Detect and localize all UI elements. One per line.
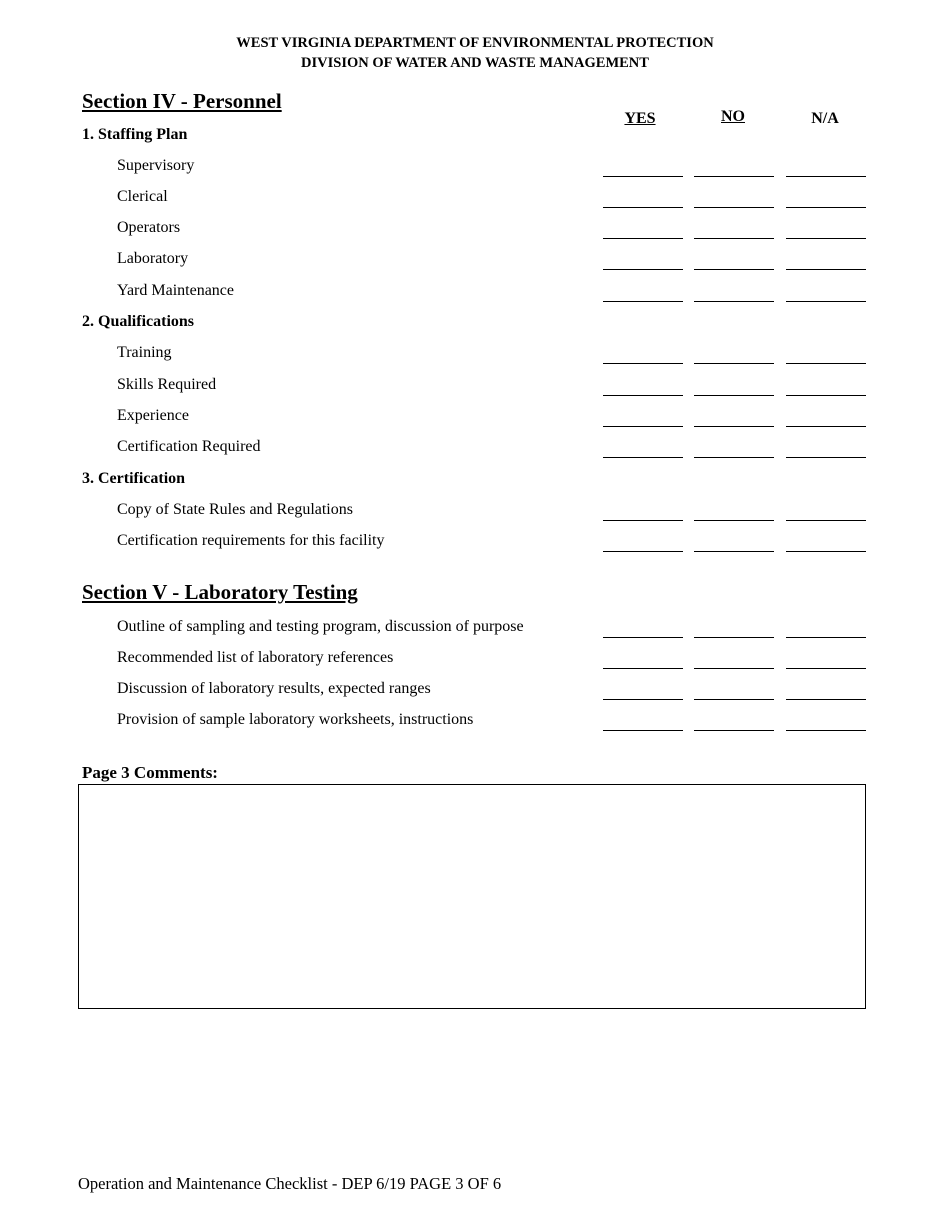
na-answer-line[interactable] [786, 269, 866, 270]
yes-answer-line[interactable] [603, 207, 683, 208]
checklist-row [0, 282, 950, 306]
item-label: Experience [117, 407, 189, 424]
checklist-row [0, 250, 950, 274]
group-heading-row [0, 126, 950, 150]
yes-answer-line[interactable] [603, 395, 683, 396]
group-heading-row [0, 313, 950, 337]
checklist-row [0, 438, 950, 462]
section-iv-title: Section IV - Personnel [82, 89, 282, 113]
no-answer-line[interactable] [694, 395, 774, 396]
yes-answer-line[interactable] [603, 269, 683, 270]
column-no-header: NO [721, 108, 745, 125]
item-label: Recommended list of laboratory references [117, 649, 394, 666]
item-label: Yard Maintenance [117, 282, 235, 299]
na-answer-line[interactable] [786, 551, 866, 552]
item-label: Copy of State Rules and Regulations [117, 501, 353, 518]
item-label: Certification requirements for this facility [117, 532, 385, 549]
checklist-row [0, 532, 950, 556]
comments-textbox[interactable] [78, 784, 866, 1009]
item-label: Laboratory [117, 250, 189, 267]
na-answer-line[interactable] [786, 637, 866, 638]
section-v-title: Section V - Laboratory Testing [82, 580, 358, 604]
na-answer-line[interactable] [786, 730, 866, 731]
column-yes-header: YES [624, 110, 656, 127]
item-label: Clerical [117, 188, 168, 205]
yes-answer-line[interactable] [603, 301, 683, 302]
page-footer: Operation and Maintenance Checklist - DEP 6/19 PAGE 3 OF 6 [78, 1174, 502, 1193]
no-answer-line[interactable] [694, 269, 774, 270]
agency-title: WEST VIRGINIA DEPARTMENT OF ENVIRONMENTAL PROTECTION [236, 35, 714, 51]
item-label: Discussion of laboratory results, expected ranges [117, 680, 431, 697]
yes-answer-line[interactable] [603, 457, 683, 458]
na-answer-line[interactable] [786, 176, 866, 177]
na-answer-line[interactable] [786, 395, 866, 396]
yes-answer-line[interactable] [603, 176, 683, 177]
checklist-row [0, 501, 950, 525]
no-answer-line[interactable] [694, 637, 774, 638]
yes-answer-line[interactable] [603, 730, 683, 731]
checklist-row [0, 618, 950, 642]
yes-answer-line[interactable] [603, 238, 683, 239]
yes-answer-line[interactable] [603, 699, 683, 700]
checklist-row [0, 680, 950, 704]
no-answer-line[interactable] [694, 668, 774, 669]
item-label: Outline of sampling and testing program, discussion of purpose [117, 618, 524, 635]
group-heading-row [0, 470, 950, 494]
checklist-row [0, 376, 950, 400]
staffing-plan-heading: 1. Staffing Plan [82, 126, 188, 143]
certification-heading: 3. Certification [82, 470, 186, 487]
division-title: DIVISION OF WATER AND WASTE MANAGEMENT [301, 55, 649, 71]
na-answer-line[interactable] [786, 301, 866, 302]
no-answer-line[interactable] [694, 176, 774, 177]
na-answer-line[interactable] [786, 457, 866, 458]
no-answer-line[interactable] [694, 699, 774, 700]
no-answer-line[interactable] [694, 520, 774, 521]
item-label: Supervisory [117, 157, 195, 174]
no-answer-line[interactable] [694, 301, 774, 302]
na-answer-line[interactable] [786, 238, 866, 239]
no-answer-line[interactable] [694, 238, 774, 239]
yes-answer-line[interactable] [603, 668, 683, 669]
item-label: Certification Required [117, 438, 261, 455]
no-answer-line[interactable] [694, 457, 774, 458]
na-answer-line[interactable] [786, 363, 866, 364]
na-answer-line[interactable] [786, 207, 866, 208]
checklist-row [0, 344, 950, 368]
item-label: Provision of sample laboratory worksheets, instructions [117, 711, 474, 728]
yes-answer-line[interactable] [603, 551, 683, 552]
na-answer-line[interactable] [786, 426, 866, 427]
checklist-row [0, 219, 950, 243]
na-answer-line[interactable] [786, 520, 866, 521]
qualifications-heading: 2. Qualifications [82, 313, 195, 330]
checklist-row [0, 711, 950, 735]
no-answer-line[interactable] [694, 551, 774, 552]
no-answer-line[interactable] [694, 730, 774, 731]
no-answer-line[interactable] [694, 426, 774, 427]
yes-answer-line[interactable] [603, 520, 683, 521]
na-answer-line[interactable] [786, 668, 866, 669]
column-na-header: N/A [811, 110, 839, 127]
item-label: Training [117, 344, 172, 361]
yes-answer-line[interactable] [603, 363, 683, 364]
item-label: Skills Required [117, 376, 217, 393]
checklist-row [0, 649, 950, 673]
no-answer-line[interactable] [694, 363, 774, 364]
na-answer-line[interactable] [786, 699, 866, 700]
yes-answer-line[interactable] [603, 637, 683, 638]
comments-label: Page 3 Comments: [82, 763, 218, 782]
item-label: Operators [117, 219, 181, 236]
checklist-row [0, 188, 950, 212]
no-answer-line[interactable] [694, 207, 774, 208]
yes-answer-line[interactable] [603, 426, 683, 427]
checklist-row [0, 407, 950, 431]
checklist-row [0, 157, 950, 181]
